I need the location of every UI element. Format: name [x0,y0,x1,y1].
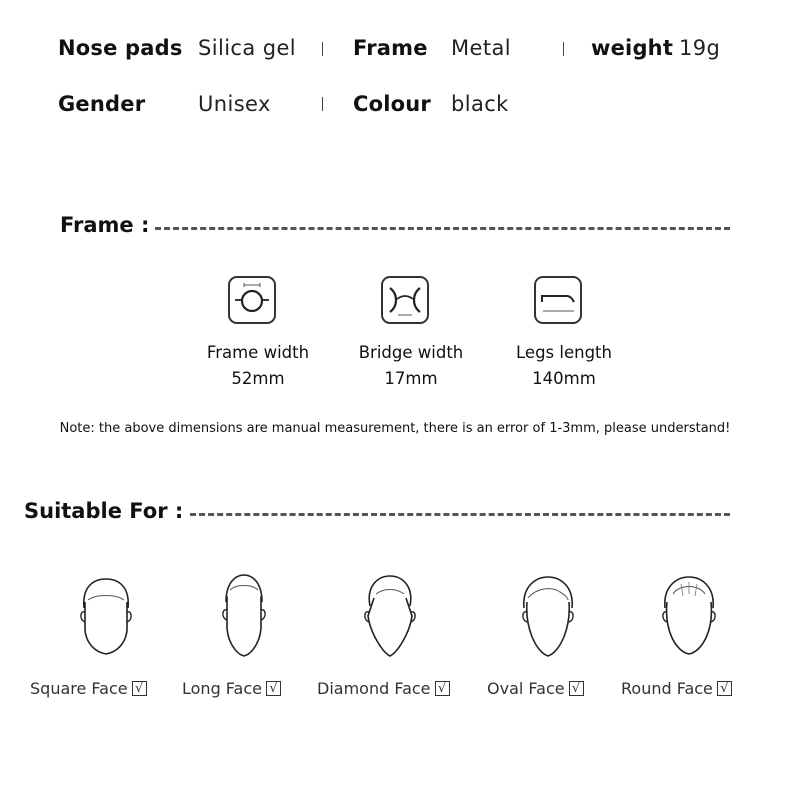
spec-value-nose-pads: Silica gel [198,36,297,60]
spec-label-weight: weight [591,36,674,60]
legs-length-value: 140mm [532,369,596,388]
face-label-text: Round Face [621,679,713,698]
square-face-label [30,679,147,698]
diamond-face-label [317,679,450,698]
measurement-note: Note: the above dimensions are manual measurement, there is an error of 1-3mm, please understand! [59,421,731,436]
spec-label-gender: Gender [58,92,146,116]
checkbox-checked-icon: √ [132,681,147,696]
checkbox-checked-icon: √ [717,681,732,696]
checkbox-checked-icon: √ [569,681,584,696]
round-lens-icon [228,276,276,324]
diamond-face-icon [352,572,428,662]
long-face-label [182,679,281,698]
spec-divider [322,42,323,56]
spec-divider [563,42,564,56]
frame-section-title: Frame : [60,213,150,237]
suitable-section-title: Suitable For : [24,499,184,523]
oval-face-label [487,679,584,698]
spec-value-gender: Unisex [198,92,271,116]
spec-label-nose-pads: Nose pads [58,36,183,60]
bridge-width-label: Bridge width [358,343,464,362]
face-label-text: Square Face [30,679,128,698]
long-face-icon [206,572,282,662]
bridge-width-value: 17mm [384,369,438,388]
spec-label-frame: Frame [353,36,428,60]
oval-face-icon [510,572,586,662]
spec-value-colour: black [451,92,509,116]
face-label-text: Long Face [182,679,262,698]
face-label-text: Diamond Face [317,679,431,698]
frame-width-value: 52mm [231,369,285,388]
spec-value-frame: Metal [451,36,511,60]
section-divider [155,227,730,230]
round-face-icon [651,572,727,662]
checkbox-checked-icon: √ [266,681,281,696]
round-face-label [621,679,732,698]
spec-divider [322,97,323,111]
face-label-text: Oval Face [487,679,565,698]
spec-value-weight: 19g [679,36,721,60]
bridge-icon [381,276,429,324]
legs-length-label: Legs length [516,343,612,362]
checkbox-checked-icon: √ [435,681,450,696]
square-face-icon [68,572,144,662]
frame-width-label: Frame width [206,343,310,362]
spec-label-colour: Colour [353,92,431,116]
section-divider [190,513,730,516]
temple-arm-icon [534,276,582,324]
